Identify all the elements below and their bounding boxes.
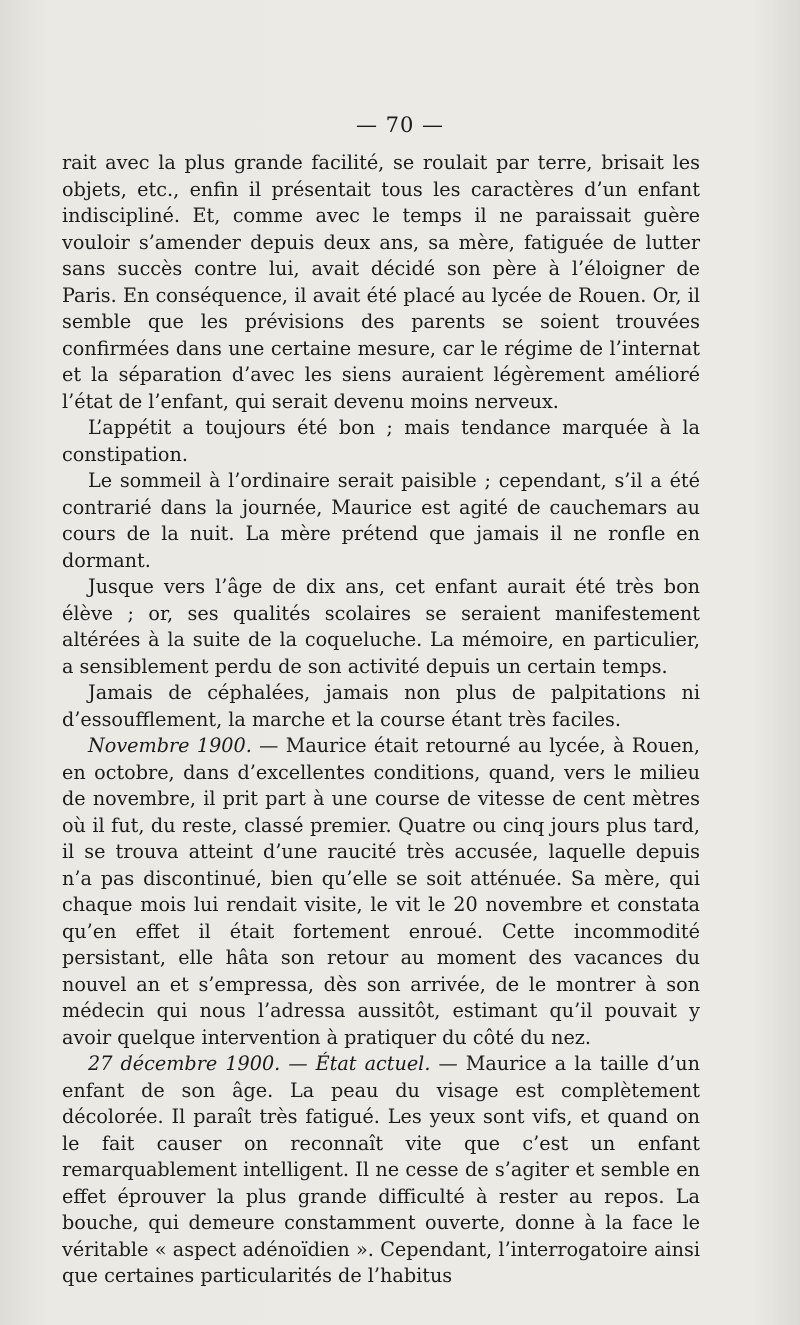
paragraph: rait avec la plus grande facilité, se roulait par terre, brisait les objets, etc., enfin il présentait tous les caractères d’un enfant indiscipliné. Et, comme avec le temps il ne paraissait guère vouloir s’amender depuis deux ans, sa mère, fatiguée de lutter sans succès contre lui, avait décidé son père à l’éloigner de Paris. En conséquence, il avait été placé au lycée de Rouen. Or, il semble que les prévisions des parents se soient trouvées confirmées dans une certaine mesure, car le régime de l’internat et la séparation d’avec les siens auraient légèrement amélioré l’état de l’enfant, qui serait devenu moins nerveux. [62,151,700,413]
paragraph: L’appétit a toujours été bon ; mais tendance marquée à la constipation. [62,416,700,466]
body-text [62,150,700,1290]
paragraph-text: — Maurice a la taille d’un enfant de son âge. La peau du visage est complètement décolorée. Il paraît très fatigué. Les yeux sont vifs, et quand on le fait causer on reconnaît vite que c’est un enfant remarquablement intelligent. Il ne cesse de s’agiter et semble en effet éprouver la plus grande difficulté à rester au repos. La bouche, qui demeure constamment ouverte, donne à la face le véritable « aspect adénoïdien ». Cependant, l’interrogatoire ainsi que certaines particularités de l’habitus [62,1052,701,1287]
paragraph-dated [62,733,700,1051]
date-heading: 27 décembre 1900. — État actuel. [88,1052,431,1075]
date-heading: Novembre 1900. [88,734,252,757]
paragraph-dated [62,1051,700,1290]
page-number: — 70 — [355,113,445,137]
paragraph-text: — Maurice était retourné au lycée, à Rouen, en octobre, dans d’excellentes conditions, quand, vers le milieu de novembre, il prit part à une course de vitesse de cent mètres où il fut, du reste, classé premier. Quatre ou cinq jours plus tard, il se trouva atteint d’une raucité très accusée, laquelle depuis n’a pas discontinué, bien qu’elle se soit atténuée. Sa mère, qui chaque mois lui rendait visite, le vit le 20 novembre et constata qu’en effet il était fortement enroué. Cette incommodité persistant, elle hâta son retour au moment des vacances du nouvel an et s’empressa, dès son arrivée, de le montrer à son médecin qui nous l’adressa aussitôt, estimant qu’il pouvait y avoir quelque intervention à pratiquer du côté du nez. [62,734,700,1049]
paragraph: Jusque vers l’âge de dix ans, cet enfant aurait été très bon élève ; or, ses qualités scolaires se seraient manifestement altérées à la suite de la coqueluche. La mémoire, en particulier, a sensiblement perdu de son activité depuis un certain temps. [62,575,700,678]
paragraph: Jamais de céphalées, jamais non plus de palpitations ni d’essoufflement, la marche et la course étant très faciles. [62,681,700,731]
paragraph: Le sommeil à l’ordinaire serait paisible ; cependant, s’il a été contrarié dans la journée, Maurice est agité de cauchemars au cours de la nuit. La mère prétend que jamais il ne ronfle en dormant. [62,469,700,572]
